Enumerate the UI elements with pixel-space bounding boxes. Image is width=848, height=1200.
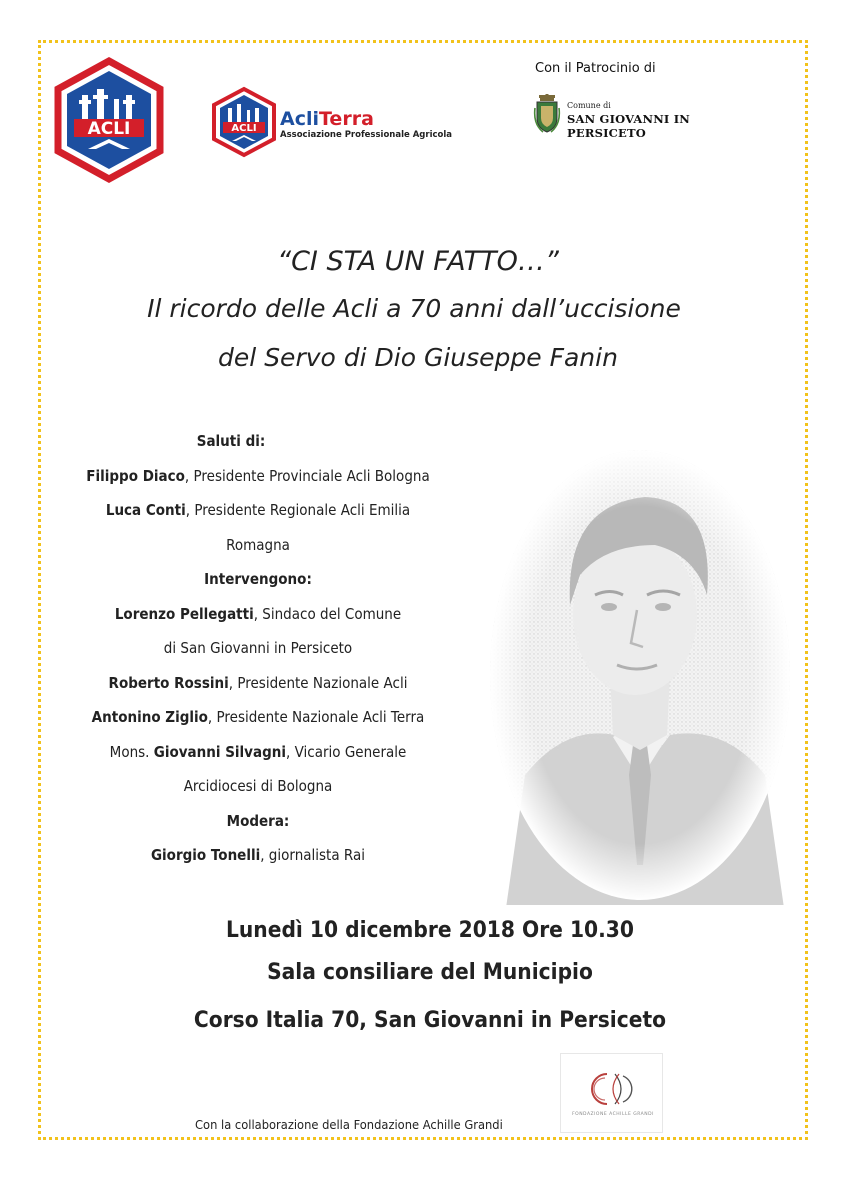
portrait-giuseppe-fanin: [485, 445, 795, 905]
event-venue: Sala consiliare del Municipio: [267, 960, 593, 985]
moderator-label: Modera:: [226, 811, 290, 830]
greeting-item-cont: Romagna: [226, 535, 290, 554]
acli-logo: [52, 57, 166, 183]
event-address: Corso Italia 70, San Giovanni in Persiceto: [193, 1008, 667, 1033]
speaker-item: Antonino Ziglio, Presidente Nazionale Acli Terra: [91, 708, 425, 726]
speaker-item: Roberto Rossini, Presidente Nazionale Acli: [108, 673, 408, 692]
collaboration-note: Con la collaborazione della Fondazione Achille Grandi: [195, 1117, 503, 1132]
speaker-item: Lorenzo Pellegatti, Sindaco del Comune: [114, 604, 402, 623]
program-list: [60, 424, 456, 873]
greeting-item: Luca Conti, Presidente Regionale Acli Emilia: [105, 501, 411, 519]
speaker-item-cont: Arcidiocesi di Bologna: [183, 777, 333, 795]
fondazione-achille-grandi-logo: [560, 1053, 663, 1133]
greeting-item: Filippo Diaco, Presidente Provinciale Acli Bologna: [86, 466, 430, 485]
event-subtitle-line2: del Servo di Dio Giuseppe Fanin: [218, 343, 618, 372]
acliterra-logo: [210, 86, 278, 158]
acliterra-logo-text: ACLI: [231, 123, 257, 134]
comune-name: SAN GIOVANNI IN PERSICETO: [567, 112, 691, 140]
acliterra-subtitle: Associazione Professionale Agricola: [280, 130, 453, 140]
comune-small-label: Comune di: [567, 101, 611, 110]
fag-logo-text: FONDAZIONE ACHILLE GRANDI: [572, 1112, 654, 1117]
event-title: “CI STA UN FATTO…”: [277, 246, 559, 277]
speaker-item-cont: di San Giovanni in Persiceto: [163, 639, 353, 657]
comune-logo: [527, 88, 745, 140]
acli-logo-text: ACLI: [87, 119, 131, 139]
speakers-label: Intervengono:: [204, 570, 312, 588]
coat-of-arms-icon: [533, 94, 561, 134]
fag-monogram-icon: [585, 1068, 641, 1110]
patronage-label: Con il Patrocinio di: [535, 61, 656, 76]
speaker-item: Mons. Giovanni Silvagni, Vicario Generale: [109, 742, 407, 761]
acliterra-name: AcliTerra: [280, 108, 374, 130]
moderator-item: Giorgio Tonelli, giornalista Rai: [150, 846, 366, 864]
event-date-time: Lunedì 10 dicembre 2018 Ore 10.30: [226, 918, 634, 943]
greetings-label: Saluti di:: [196, 432, 266, 450]
event-subtitle-line1: Il ricordo delle Acli a 70 anni dall’uccisione: [147, 294, 681, 323]
